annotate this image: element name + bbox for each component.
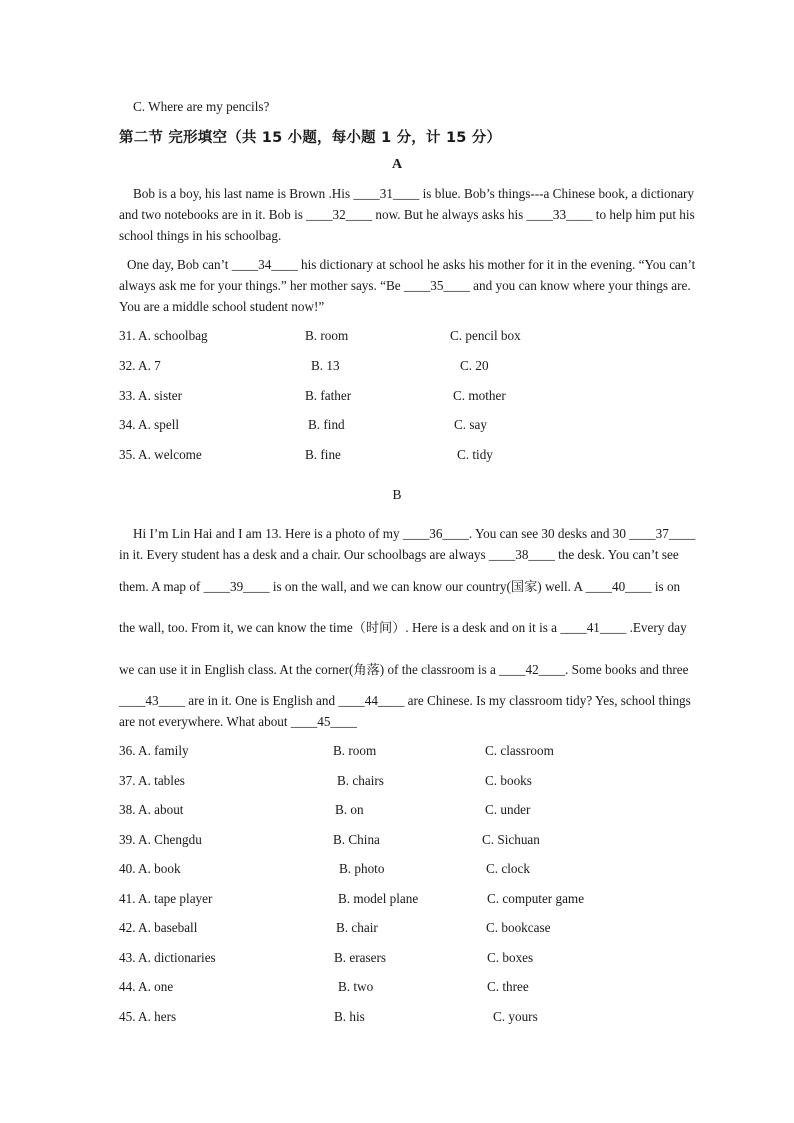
option-c-pencils: C. Where are my pencils? <box>133 99 270 114</box>
option-c: C. computer game <box>487 891 585 906</box>
question-row <box>119 891 759 909</box>
option-a: 38. A. about <box>119 802 184 817</box>
question-row <box>119 417 759 435</box>
option-c: C. three <box>487 979 529 994</box>
option-c: C. under <box>485 802 531 817</box>
question-row <box>119 743 759 761</box>
passage-b-line: in it. Every student has a desk and a chair. Our schoolbags are always ____38____ the desk. You can’t see <box>119 547 679 562</box>
option-a: 44. A. one <box>119 979 174 994</box>
option-a: 40. A. book <box>119 861 181 876</box>
question-row <box>119 358 759 376</box>
option-c: C. boxes <box>487 950 534 965</box>
option-c: C. mother <box>453 388 506 403</box>
passage-b-line: them. A map of ____39____ is on the wall, and we can know our country(国家) well. A ____40____ is on <box>119 579 681 594</box>
option-c: C. Sichuan <box>482 832 540 847</box>
option-b: B. on <box>335 802 364 817</box>
question-row <box>119 388 759 406</box>
option-b: B. China <box>333 832 380 847</box>
passage-a-line: Bob is a boy, his last name is Brown .His ____31____ is blue. Bob’s things---a Chinese book, a dictionary <box>133 186 695 201</box>
passage-a-line: One day, Bob can’t ____34____ his dictionary at school he asks his mother for it in the evening. “You can’t <box>127 257 696 272</box>
option-b: B. fine <box>305 447 341 462</box>
option-a: 32. A. 7 <box>119 358 161 373</box>
option-c: C. pencil box <box>450 328 521 343</box>
question-row <box>119 979 759 997</box>
option-c: C. books <box>485 773 532 788</box>
passage-a-line: and two notebooks are in it. Bob is ____32____ now. But he always asks his ____33____ to help him put his <box>119 207 695 222</box>
passage-a-line: You are a middle school student now!” <box>119 299 325 314</box>
option-a: 45. A. hers <box>119 1009 177 1024</box>
option-b: B. find <box>308 417 345 432</box>
question-row <box>119 328 759 346</box>
option-b: B. erasers <box>334 950 386 965</box>
section-heading: 第二节 完形填空（共 15 小题，每小题 1 分，计 15 分） <box>119 130 502 146</box>
question-row <box>119 802 759 820</box>
option-c: C. bookcase <box>486 920 551 935</box>
option-b: B. model plane <box>338 891 419 906</box>
passage-a-line: always ask me for your things.” her mother says. “Be ____35____ and you can know where your things are. <box>119 278 691 293</box>
passage-b-label: B <box>392 487 402 502</box>
option-b: B. 13 <box>311 358 340 373</box>
option-c: C. say <box>454 417 487 432</box>
option-b: B. his <box>334 1009 365 1024</box>
question-row <box>119 447 759 465</box>
option-a: 39. A. Chengdu <box>119 832 202 847</box>
option-a: 35. A. welcome <box>119 447 202 462</box>
question-row <box>119 773 759 791</box>
passage-b-line: the wall, too. From it, we can know the time（时间）. Here is a desk and on it is a ____41____ .Every day <box>119 620 687 635</box>
option-a: 37. A. tables <box>119 773 185 788</box>
option-b: B. room <box>305 328 349 343</box>
passage-a-line: school things in his schoolbag. <box>119 228 282 243</box>
option-b: B. chairs <box>337 773 384 788</box>
option-a: 33. A. sister <box>119 388 183 403</box>
passage-a-label: A <box>391 157 403 172</box>
option-c: C. tidy <box>457 447 493 462</box>
option-b: B. father <box>305 388 352 403</box>
option-b: B. two <box>338 979 374 994</box>
option-a: 31. A. schoolbag <box>119 328 208 343</box>
option-a: 43. A. dictionaries <box>119 950 216 965</box>
question-row <box>119 832 759 850</box>
option-b: B. chair <box>336 920 378 935</box>
passage-b-line: are not everywhere. What about ____45____ <box>119 714 357 729</box>
question-row <box>119 861 759 879</box>
passage-b-line: ____43____ are in it. One is English and ____44____ are Chinese. Is my classroom tidy? Yes, school things <box>119 693 691 708</box>
question-row <box>119 1009 759 1027</box>
passage-b-line: Hi I’m Lin Hai and I am 13. Here is a photo of my ____36____. You can see 30 desks and 30 ____37____ <box>133 526 696 541</box>
question-row <box>119 950 759 968</box>
question-row <box>119 920 759 938</box>
option-a: 36. A. family <box>119 743 189 758</box>
option-a: 41. A. tape player <box>119 891 213 906</box>
option-a: 42. A. baseball <box>119 920 198 935</box>
option-c: C. clock <box>486 861 530 876</box>
option-c: C. yours <box>493 1009 538 1024</box>
passage-b-line: we can use it in English class. At the corner(角落) of the classroom is a ____42____. Some books and three <box>119 662 689 677</box>
option-c: C. classroom <box>485 743 554 758</box>
option-b: B. photo <box>339 861 385 876</box>
option-a: 34. A. spell <box>119 417 180 432</box>
option-c: C. 20 <box>460 358 489 373</box>
option-b: B. room <box>333 743 377 758</box>
